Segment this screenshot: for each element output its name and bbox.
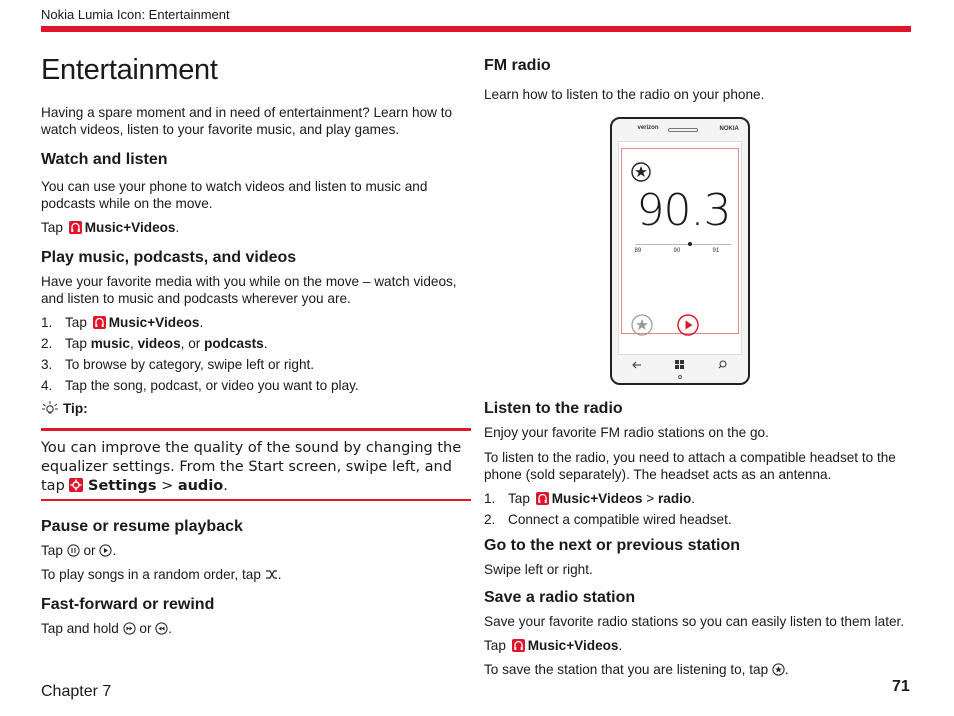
back-arrow-icon[interactable]: [632, 361, 642, 369]
save-tap-line: [484, 637, 911, 654]
pause-line: [41, 542, 471, 559]
phone-screen: [618, 141, 742, 355]
page-title: Entertainment: [41, 54, 218, 86]
punct: .: [223, 478, 228, 494]
ff-text: Tap and hold: [41, 621, 119, 636]
save-station-star-icon[interactable]: [631, 314, 653, 336]
tuner-scale: [635, 244, 731, 245]
pause-icon: [67, 544, 80, 557]
punct: .: [199, 315, 204, 330]
or-word: or: [139, 621, 152, 636]
tip-label: Tip:: [63, 400, 88, 416]
shuffle-line: [41, 566, 471, 583]
chapter-label: Chapter 7: [41, 683, 112, 700]
music-videos-label: Music+Videos: [108, 315, 200, 330]
punct: .: [277, 567, 282, 582]
punct: .: [618, 638, 623, 653]
music-videos-icon: [536, 492, 549, 505]
music-label: music: [90, 336, 130, 351]
save-station-line: [484, 661, 911, 678]
audio-label: audio: [177, 478, 224, 494]
music-videos-icon: [512, 639, 525, 652]
tip-body: You can improve the quality of the sound by changing the equalizer settings. From the Start screen, swipe left, and tap: [41, 440, 462, 494]
speaker-grille: [668, 128, 698, 132]
punct: , or: [180, 336, 201, 351]
play-icon: [99, 544, 112, 557]
tap-word: Tap: [41, 543, 63, 558]
step-text: Connect a compatible wired headset.: [508, 512, 732, 527]
favorites-star-icon: [631, 162, 651, 182]
punct: .: [784, 662, 789, 677]
or-word: or: [83, 543, 96, 558]
tip-text: [41, 439, 471, 496]
frequency-display: 90.3: [636, 185, 731, 236]
save-body: Save your favorite radio stations so you can easily listen to them later.: [484, 614, 905, 629]
list-item: [484, 490, 911, 507]
phone-bottom-dot: [678, 375, 682, 379]
punct: .: [263, 336, 268, 351]
tip-box: [41, 428, 471, 501]
next-heading: Go to the next or previous station: [484, 537, 741, 554]
play-steps: [41, 314, 471, 394]
step-number: 2.: [484, 512, 496, 527]
tick-label: 89: [634, 248, 642, 254]
tap-word: Tap: [41, 220, 63, 235]
step-number: 1.: [484, 491, 496, 506]
step-number: 3.: [41, 357, 53, 372]
favorite-star-icon: [772, 663, 785, 676]
intro-paragraph: Having a spare moment and in need of entertainment? Learn how to watch videos, listen to your favorite music, and play games.: [41, 105, 453, 137]
page-number: 71: [892, 678, 910, 695]
rewind-icon: [155, 622, 168, 635]
tap-word: Tap: [65, 336, 87, 351]
step-number: 2.: [41, 336, 53, 351]
carrier-logo: verizon: [637, 125, 659, 131]
search-icon[interactable]: [718, 360, 727, 369]
brand-logo: NOKIA: [719, 126, 739, 132]
music-videos-icon: [69, 221, 82, 234]
chevron-separator: >: [161, 478, 174, 494]
tick-label: 91: [712, 248, 720, 254]
settings-label: Settings: [88, 478, 157, 494]
watch-tap-line: [41, 219, 471, 236]
pause-heading: Pause or resume playback: [41, 518, 243, 535]
tuner-marker: [688, 242, 692, 246]
list-item: [41, 356, 471, 373]
watch-heading: Watch and listen: [41, 151, 168, 168]
right-column: [484, 52, 911, 678]
radio-play-icon[interactable]: [677, 314, 699, 336]
play-heading: Play music, podcasts, and videos: [41, 249, 297, 266]
fast-forward-icon: [123, 622, 136, 635]
shuffle-icon: [265, 568, 278, 581]
music-videos-label: Music+Videos: [84, 220, 176, 235]
list-item: [41, 335, 471, 352]
play-body: Have your favorite media with you while on the move – watch videos, and listen to music and podcasts wherever you are.: [41, 274, 457, 306]
step-number: 1.: [41, 315, 53, 330]
phone-top-bar: [620, 125, 742, 137]
punct: .: [168, 621, 173, 636]
radio-label: radio: [658, 491, 692, 506]
step-number: 4.: [41, 378, 53, 393]
next-body: Swipe left or right.: [484, 562, 593, 577]
tap-word: Tap: [484, 638, 506, 653]
step-text: Tap the song, podcast, or video you want to play.: [65, 378, 359, 393]
windows-start-icon[interactable]: [675, 360, 684, 369]
list-item: [41, 314, 471, 331]
tap-word: Tap: [65, 315, 87, 330]
tip-header: [41, 400, 471, 416]
music-videos-label: Music+Videos: [551, 491, 643, 506]
tick-label: 90: [673, 248, 681, 254]
podcasts-label: podcasts: [204, 336, 264, 351]
save-heading: Save a radio station: [484, 589, 636, 606]
settings-gear-icon: [69, 478, 83, 492]
music-videos-label: Music+Videos: [527, 638, 619, 653]
listen-body-1: Enjoy your favorite FM radio stations on the go.: [484, 425, 769, 440]
shuffle-text: To play songs in a random order, tap: [41, 567, 261, 582]
punct: .: [691, 491, 696, 506]
lightbulb-icon: [41, 400, 59, 416]
ff-heading: Fast-forward or rewind: [41, 596, 215, 613]
list-item: [41, 377, 471, 394]
left-column: [41, 52, 471, 637]
videos-label: videos: [137, 336, 181, 351]
step-text: To browse by category, swipe left or right.: [65, 357, 315, 372]
watch-body: You can use your phone to watch videos and listen to music and podcasts while on the move.: [41, 179, 428, 211]
listen-steps: [484, 490, 911, 528]
tap-word: Tap: [508, 491, 530, 506]
music-videos-icon: [93, 316, 106, 329]
phone-illustration: [610, 117, 750, 385]
chevron-separator: >: [646, 491, 655, 506]
punct: .: [175, 220, 180, 235]
ff-line: [41, 620, 471, 637]
punct: ,: [130, 336, 134, 351]
phone-nav-bar: [618, 359, 742, 371]
header-rule: [41, 26, 911, 32]
save-station-text: To save the station that you are listening to, tap: [484, 662, 769, 677]
fm-body: Learn how to listen to the radio on your phone.: [484, 87, 765, 102]
punct: .: [112, 543, 117, 558]
listen-body-2: To listen to the radio, you need to attach a compatible headset to the phone (sold separately). The headset acts as an antenna.: [484, 450, 896, 482]
list-item: [484, 511, 911, 528]
listen-heading: Listen to the radio: [484, 400, 623, 417]
fm-heading: FM radio: [484, 57, 551, 74]
running-header: Nokia Lumia Icon: Entertainment: [41, 7, 230, 22]
